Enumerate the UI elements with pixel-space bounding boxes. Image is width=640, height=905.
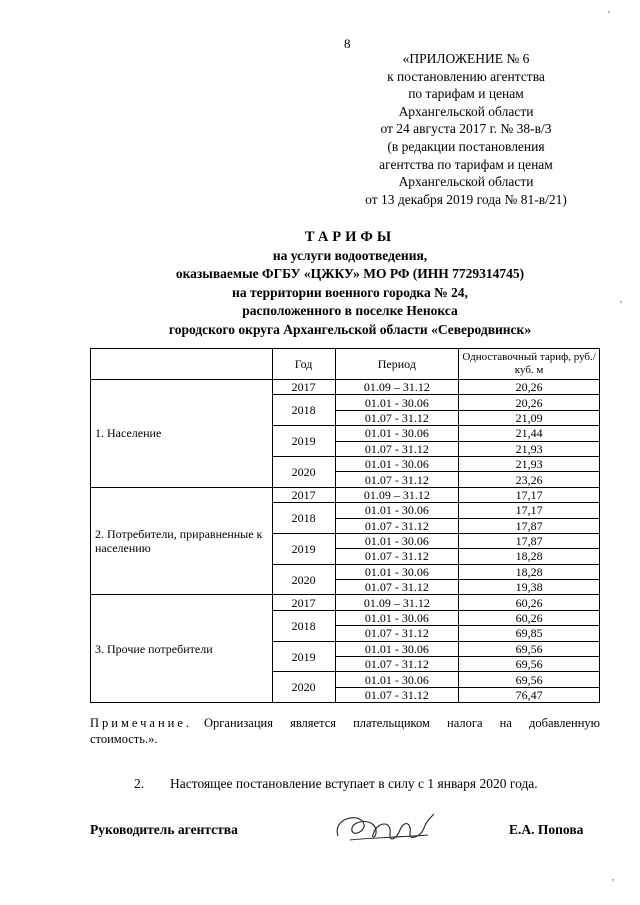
appendix-line: Архангельской области: [398, 174, 534, 190]
appendix-line: к постановлению агентства: [387, 68, 545, 84]
period-cell: 01.07 - 31.12: [335, 518, 459, 533]
year-cell: 2017: [272, 380, 335, 395]
year-cell: 2018: [272, 503, 335, 534]
year-cell: 2020: [272, 564, 335, 595]
appendix-line: агентства по тарифам и ценам: [379, 156, 553, 172]
tariff-value-cell: 21,44: [459, 426, 600, 441]
consumer-cell: 1. Население: [91, 380, 273, 488]
tariff-value-cell: 21,09: [459, 410, 600, 425]
period-cell: 01.01 - 30.06: [335, 610, 459, 625]
period-cell: 01.01 - 30.06: [335, 456, 459, 471]
title-line: оказываемые ФГБУ «ЦЖКУ» МО РФ (ИНН 7729314745): [175, 266, 525, 281]
period-cell: 01.07 - 31.12: [335, 580, 459, 595]
tariff-value-cell: 60,26: [459, 610, 600, 625]
page-number: 8: [344, 36, 351, 51]
tariff-value-cell: 21,93: [459, 456, 600, 471]
table-body: [91, 380, 600, 703]
col-header-tariff: Одноставочный тариф, руб./куб. м: [459, 349, 600, 380]
tariff-value-cell: 17,87: [459, 518, 600, 533]
tariff-value-cell: 17,87: [459, 533, 600, 548]
clause: [134, 776, 538, 792]
table-row: [91, 487, 600, 502]
title-line: ТАРИФЫ: [304, 229, 396, 245]
year-cell: 2018: [272, 610, 335, 641]
appendix-line: Архангельской области: [398, 103, 534, 119]
period-cell: 01.09 – 31.12: [335, 595, 459, 610]
period-cell: 01.07 - 31.12: [335, 441, 459, 456]
note-label: Примечание.: [90, 716, 193, 730]
tariff-value-cell: 69,56: [459, 641, 600, 656]
tariff-value-cell: 19,38: [459, 580, 600, 595]
clause-text: Настоящее постановление вступает в силу с 1 января 2020 года.: [170, 776, 538, 791]
period-cell: 01.07 - 31.12: [335, 472, 459, 487]
year-cell: 2020: [272, 456, 335, 487]
scan-mark: ': [620, 300, 622, 311]
signatory-name: Е.А. Попова: [509, 822, 584, 837]
period-cell: 01.07 - 31.12: [335, 687, 459, 702]
tariff-value-cell: 20,26: [459, 395, 600, 410]
note: [90, 715, 600, 747]
year-cell: 2020: [272, 672, 335, 703]
year-cell: 2019: [272, 641, 335, 672]
col-header-period: Период: [335, 349, 459, 380]
scan-mark: ': [612, 878, 614, 889]
period-cell: 01.01 - 30.06: [335, 503, 459, 518]
table-row: [91, 595, 600, 610]
period-cell: 01.07 - 31.12: [335, 410, 459, 425]
clause-number: 2.: [134, 776, 145, 791]
year-cell: 2019: [272, 426, 335, 457]
table-header-row: [91, 349, 600, 380]
tariff-value-cell: 76,47: [459, 687, 600, 702]
scan-mark: ': [608, 10, 610, 21]
appendix-line: от 13 декабря 2019 года № 81-в/21): [365, 191, 567, 207]
year-cell: 2018: [272, 395, 335, 426]
tariff-table: [90, 348, 600, 703]
appendix-line: (в редакции постановления: [387, 138, 545, 154]
tariff-value-cell: 23,26: [459, 472, 600, 487]
period-cell: 01.07 - 31.12: [335, 626, 459, 641]
tariff-value-cell: 69,56: [459, 672, 600, 687]
note-text: Организация является плательщиком налога на добавленную стоимость.».: [90, 716, 600, 746]
year-cell: 2017: [272, 487, 335, 502]
period-cell: 01.01 - 30.06: [335, 426, 459, 441]
tariff-value-cell: 60,26: [459, 595, 600, 610]
table-row: [91, 380, 600, 395]
appendix-header: [348, 50, 584, 208]
tariff-value-cell: 18,28: [459, 549, 600, 564]
period-cell: 01.07 - 31.12: [335, 549, 459, 564]
document-title: [90, 228, 610, 339]
period-cell: 01.01 - 30.06: [335, 395, 459, 410]
tariff-value-cell: 69,85: [459, 626, 600, 641]
handwritten-signature: [330, 808, 440, 853]
consumer-cell: 3. Прочие потребители: [91, 595, 273, 703]
tariff-value-cell: 17,17: [459, 487, 600, 502]
appendix-line: от 24 августа 2017 г. № 38-в/3: [380, 121, 552, 137]
period-cell: 01.01 - 30.06: [335, 564, 459, 579]
col-header-year: Год: [272, 349, 335, 380]
period-cell: 01.01 - 30.06: [335, 672, 459, 687]
tariff-value-cell: 20,26: [459, 380, 600, 395]
col-header-consumer: [91, 349, 273, 380]
title-line: расположенного в поселке Ненокса: [242, 303, 458, 318]
title-line: на территории военного городка № 24,: [232, 284, 468, 300]
period-cell: 01.07 - 31.12: [335, 657, 459, 672]
period-cell: 01.09 – 31.12: [335, 487, 459, 502]
year-cell: 2017: [272, 595, 335, 610]
appendix-line: по тарифам и ценам: [408, 86, 524, 102]
period-cell: 01.01 - 30.06: [335, 533, 459, 548]
title-line: на услуги водоотведения,: [272, 247, 428, 263]
tariff-value-cell: 17,17: [459, 503, 600, 518]
tariff-value-cell: 69,56: [459, 657, 600, 672]
consumer-cell: 2. Потребители, приравненные к населению: [91, 487, 273, 595]
title-line: городского округа Архангельской области «Северодвинск»: [168, 321, 532, 337]
tariff-value-cell: 18,28: [459, 564, 600, 579]
tariff-value-cell: 21,93: [459, 441, 600, 456]
period-cell: 01.09 – 31.12: [335, 380, 459, 395]
appendix-line: «ПРИЛОЖЕНИЕ № 6: [402, 51, 530, 66]
signatory-position: Руководитель агентства: [90, 822, 238, 837]
period-cell: 01.01 - 30.06: [335, 641, 459, 656]
year-cell: 2019: [272, 533, 335, 564]
